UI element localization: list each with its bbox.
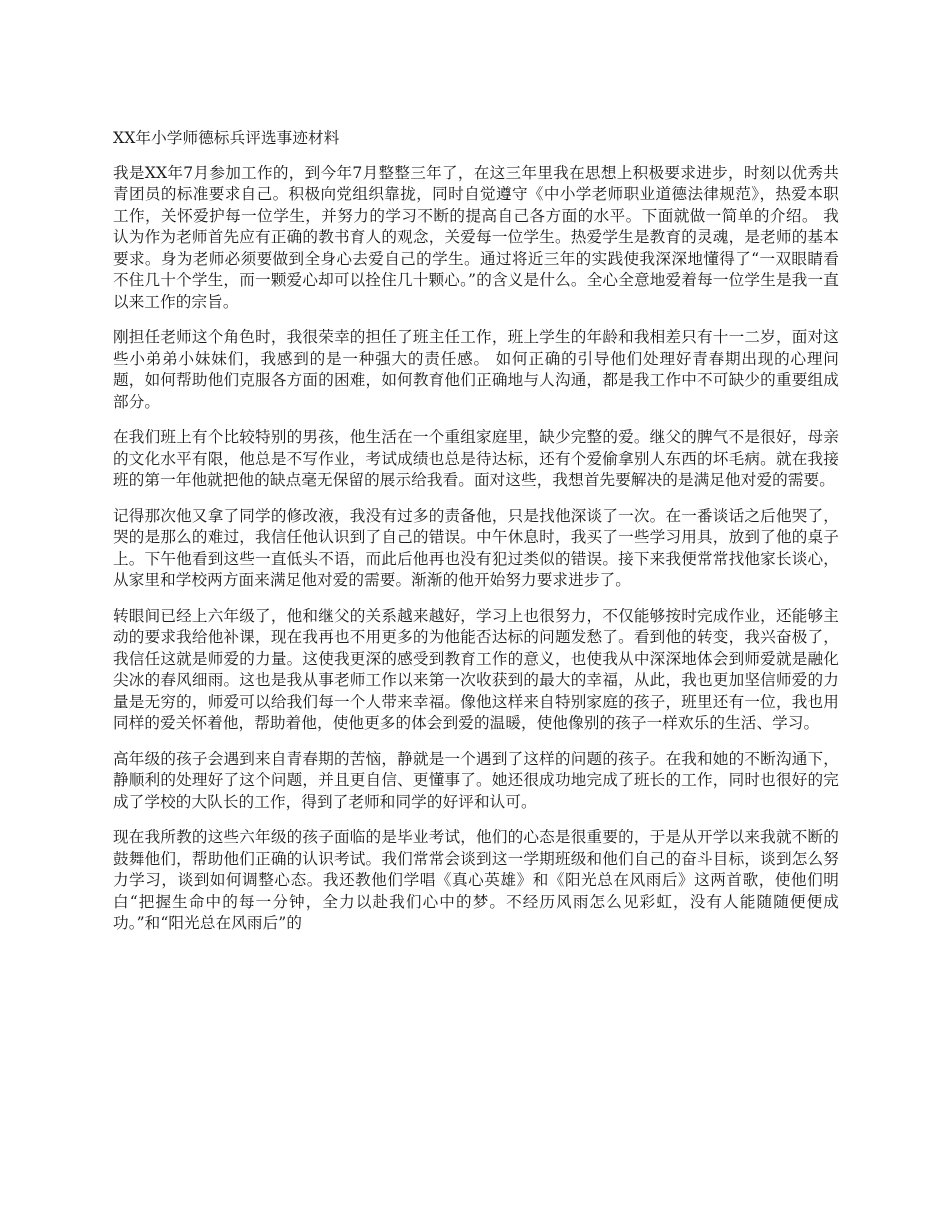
paragraph-6: 高年级的孩子会遇到来自青春期的苦恼，静就是一个遇到了这样的问题的孩子。在我和她的不断沟通下，静顺利的处理好了这个问题，并且更自信、更懂事了。她还很成功地完成了班长的工作，同时也很好的完成了学校的大队长的工作，得到了老师和同学的好评和认可。 <box>113 749 839 811</box>
paragraph-5: 转眼间已经上六年级了，他和继父的关系越来越好，学习上也很努力，不仅能够按时完成作业，还能够主动的要求我给他补课，现在我再也不用更多的为他能否达标的问题发愁了。看到他的转变，我兴奋极了，我信任这就是师爱的力量。这使我更深的感受到教育工作的意义，也使我从中深深地体会到师爱就是融化尖冰的春风细雨。这也是我从事老师工作以来第一次收获到的最大的幸福，从此，我也更加坚信师爱的力量是无穷的，师爱可以给我们每一个人带来幸福。像他这样来自特别家庭的孩子，班里还有一位，我也用同样的爱关怀着他，帮助着他，使他更多的体会到爱的温暖，使他像别的孩子一样欢乐的生活、学习。 <box>113 606 839 732</box>
paragraph-7: 现在我所教的这些六年级的孩子面临的是毕业考试，他们的心态是很重要的，于是从开学以来我就不断的鼓舞他们，帮助他们正确的认识考试。我们常常会谈到这一学期班级和他们自己的奋斗目标，谈到怎么努力学习，谈到如何调整心态。我还教他们学唱《真心英雄》和《阳光总在风雨后》这两首歌，使他们明白“把握生命中的每一分钟，全力以赴我们心中的梦。不经历风雨怎么见彩虹，没有人能随随便便成功。”和“阳光总在风雨后”的 <box>113 828 839 932</box>
paragraph-2: 刚担任老师这个角色时，我很荣幸的担任了班主任工作，班上学生的年龄和我相差只有十一二岁，面对这些小弟弟小妹妹们，我感到的是一种强大的责任感。 如何正确的引导他们处理好青春期出现的心理问题，如何帮助他们克服各方面的困难，如何教育他们正确地与人沟通，都是我工作中不可缺少的重要组成部分。 <box>113 328 839 411</box>
paragraph-4: 记得那次他又拿了同学的修改液，我没有过多的责备他，只是找他深谈了一次。在一番谈话之后他哭了，哭的是那么的难过，我信任他认识到了自己的错误。中午休息时，我买了一些学习用具，放到了他的桌子上。下午他看到这些一直低头不语，而此后他再也没有犯过类似的错误。接下来我便常常找他家长谈心，从家里和学校两方面来满足他对爱的需要。渐渐的他开始努力要求进步了。 <box>113 506 839 589</box>
paragraph-3: 在我们班上有个比较特别的男孩，他生活在一个重组家庭里，缺少完整的爱。继父的脾气不是很好，母亲的文化水平有限，他总是不写作业，考试成绩也总是待达标，还有个爱偷拿别人东西的坏毛病。就在我接班的第一年他就把他的缺点毫无保留的展示给我看。面对这些，我想首先要解决的是满足他对爱的需要。 <box>113 428 839 489</box>
document-body <box>113 128 839 949</box>
document-title: XX年小学师德标兵评选事迹材料 <box>113 129 340 147</box>
paragraph-1: 我是XX年7月参加工作的，到今年7月整整三年了，在这三年里我在思想上积极要求进步，时刻以优秀共青团员的标准要求自己。积极向党组织靠拢，同时自觉遵守《中小学老师职业道德法律规范》，热爱本职工作，关怀爱护每一位学生，并努力的学习不断的提高自己各方面的水平。下面就做一简单的介绍。 我认为作为老师首先应有正确的教书育人的观念，关爱每一位学生。热爱学生是教育的灵魂，是老师的基本要求。身为老师必须要做到全身心去爱自己的学生。通过将近三年的实践使我深深地懂得了“一双眼睛看不住几十个学生，而一颗爱心却可以拴住几十颗心。”的含义是什么。全心全意地爱着每一位学生是我一直以来工作的宗旨。 <box>113 163 839 311</box>
